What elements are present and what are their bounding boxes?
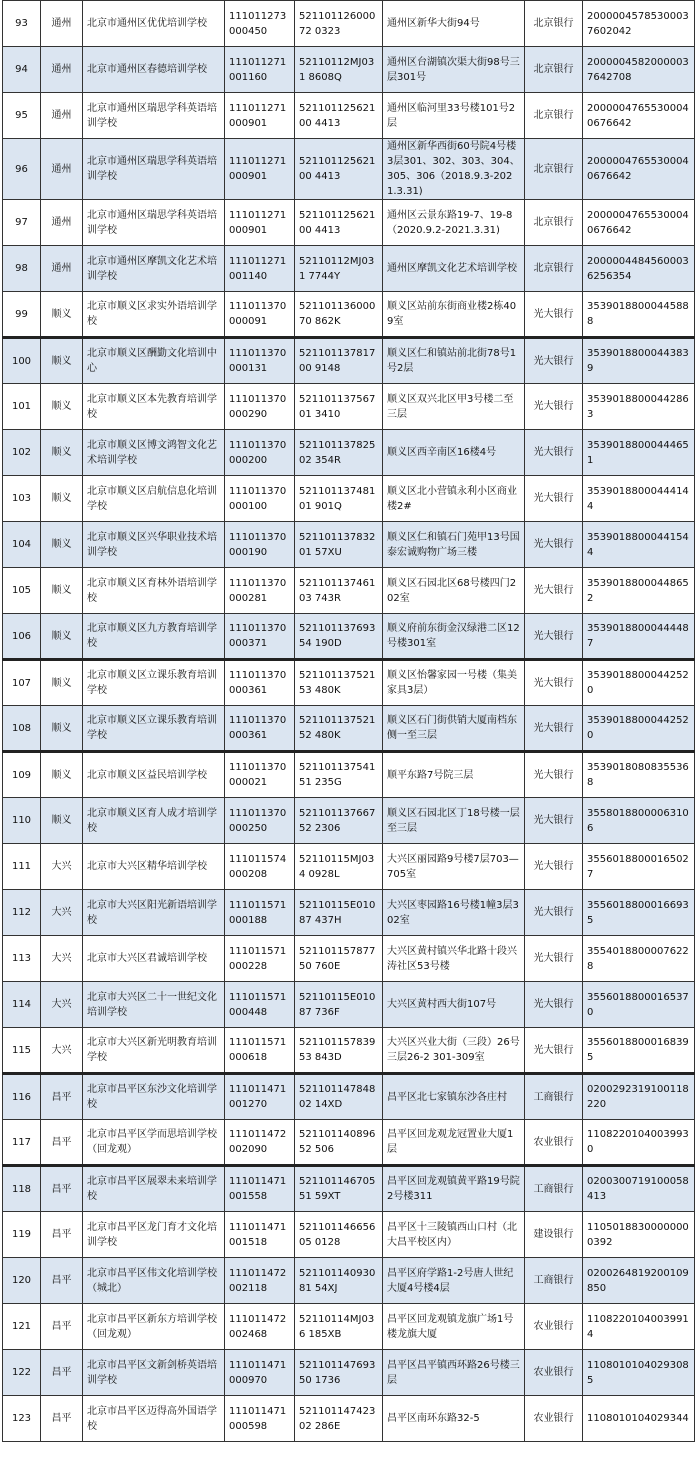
credit-code-cell: 52110113752153 480K xyxy=(295,660,383,706)
row-number: 99 xyxy=(3,292,41,338)
license-number-cell: 111011370000361 xyxy=(225,660,295,706)
bank-cell: 光大银行 xyxy=(525,614,583,660)
row-number: 120 xyxy=(3,1258,41,1304)
account-number-cell: 20000044845600036256354 xyxy=(583,246,695,292)
license-number-cell: 111011370000100 xyxy=(225,476,295,522)
account-number-cell: 35560188000166935 xyxy=(583,890,695,936)
row-number: 115 xyxy=(3,1028,41,1074)
credit-code-cell: 52110113748101 901Q xyxy=(295,476,383,522)
school-name-cell: 北京市顺义区启航信息化培训学校 xyxy=(83,476,225,522)
school-name-cell: 北京市大兴区精华培训学校 xyxy=(83,844,225,890)
school-name-cell: 北京市顺义区九方教育培训学校 xyxy=(83,614,225,660)
license-number-cell: 111011571000448 xyxy=(225,982,295,1028)
account-number-cell: 20000047655300040676642 xyxy=(583,200,695,246)
district-cell: 通州 xyxy=(41,47,83,93)
account-number-cell: 20000045785300037602042 xyxy=(583,1,695,47)
license-number-cell: 111011370000361 xyxy=(225,706,295,752)
license-number-cell: 111011471001518 xyxy=(225,1212,295,1258)
bank-cell: 光大银行 xyxy=(525,292,583,338)
address-cell: 顺义区仁和镇站前北街78号1号2层 xyxy=(383,338,525,384)
credit-code-cell: 52110112MJ031 7744Y xyxy=(295,246,383,292)
account-number-cell: 35390188000444487 xyxy=(583,614,695,660)
address-cell: 昌平区北七家镇东沙各庄村 xyxy=(383,1074,525,1120)
district-cell: 昌平 xyxy=(41,1396,83,1442)
credit-code-cell: 52110113756701 3410 xyxy=(295,384,383,430)
bank-cell: 光大银行 xyxy=(525,752,583,798)
row-number: 98 xyxy=(3,246,41,292)
credit-code-cell: 52110115E01087 736F xyxy=(295,982,383,1028)
district-cell: 大兴 xyxy=(41,890,83,936)
table-row xyxy=(3,752,695,798)
table-row xyxy=(3,1212,695,1258)
school-name-cell: 北京市昌平区伟文化培训学校（城北） xyxy=(83,1258,225,1304)
school-name-cell: 北京市顺义区立课乐教育培训学校 xyxy=(83,660,225,706)
address-cell: 大兴区黄村西大街107号 xyxy=(383,982,525,1028)
credit-code-cell: 52110114089652 506 xyxy=(295,1120,383,1166)
district-cell: 昌平 xyxy=(41,1304,83,1350)
bank-cell: 农业银行 xyxy=(525,1120,583,1166)
address-cell: 大兴区丽园路9号楼7层703—705室 xyxy=(383,844,525,890)
address-cell: 昌平区回龙观镇黄平路19号院2号楼311 xyxy=(383,1166,525,1212)
table-row xyxy=(3,890,695,936)
table-row xyxy=(3,798,695,844)
school-name-cell: 北京市顺义区育人成才培训学校 xyxy=(83,798,225,844)
bank-cell: 光大银行 xyxy=(525,890,583,936)
table-row xyxy=(3,1074,695,1120)
row-number: 112 xyxy=(3,890,41,936)
address-cell: 通州区新华西街60号院4号楼3层301、302、303、304、305、306（2018.9.3-2021.3.31) xyxy=(383,139,525,200)
table-row xyxy=(3,936,695,982)
table-row xyxy=(3,384,695,430)
license-number-cell: 111011271000901 xyxy=(225,93,295,139)
credit-code-cell: 52110113782502 354R xyxy=(295,430,383,476)
account-number-cell: 35390188000445888 xyxy=(583,292,695,338)
license-number-cell: 111011472002118 xyxy=(225,1258,295,1304)
school-account-table xyxy=(2,0,695,1442)
school-name-cell: 北京市顺义区育林外语培训学校 xyxy=(83,568,225,614)
license-number-cell: 111011271000901 xyxy=(225,200,295,246)
license-number-cell: 111011271000901 xyxy=(225,139,295,200)
table-row xyxy=(3,522,695,568)
bank-cell: 光大银行 xyxy=(525,936,583,982)
table-row xyxy=(3,1396,695,1442)
district-cell: 顺义 xyxy=(41,798,83,844)
account-number-cell: 35560188000168395 xyxy=(583,1028,695,1074)
district-cell: 通州 xyxy=(41,93,83,139)
bank-cell: 北京银行 xyxy=(525,200,583,246)
address-cell: 昌平区回龙观镇龙旗广场1号楼龙旗大厦 xyxy=(383,1304,525,1350)
district-cell: 顺义 xyxy=(41,568,83,614)
school-name-cell: 北京市顺义区益民培训学校 xyxy=(83,752,225,798)
district-cell: 顺义 xyxy=(41,614,83,660)
bank-cell: 光大银行 xyxy=(525,844,583,890)
address-cell: 昌平区南环东路32-5 xyxy=(383,1396,525,1442)
account-number-cell: 35390188000442520 xyxy=(583,660,695,706)
address-cell: 顺义区怡馨家园一号楼（集美家具3层） xyxy=(383,660,525,706)
district-cell: 昌平 xyxy=(41,1120,83,1166)
table-row xyxy=(3,982,695,1028)
address-cell: 通州区台湖镇次渠大街98号三层301号 xyxy=(383,47,525,93)
bank-cell: 光大银行 xyxy=(525,706,583,752)
bank-cell: 光大银行 xyxy=(525,522,583,568)
table-row xyxy=(3,1350,695,1396)
school-name-cell: 北京市通州区优优培训学校 xyxy=(83,1,225,47)
bank-cell: 光大银行 xyxy=(525,568,583,614)
license-number-cell: 111011370000281 xyxy=(225,568,295,614)
row-number: 93 xyxy=(3,1,41,47)
credit-code-cell: 52110115787750 760E xyxy=(295,936,383,982)
account-number-cell: 35390188000448652 xyxy=(583,568,695,614)
account-number-cell: 11082201040039914 xyxy=(583,1304,695,1350)
row-number: 105 xyxy=(3,568,41,614)
address-cell: 顺义区仁和镇石门苑甲13号国泰宏诚购物广场三楼 xyxy=(383,522,525,568)
license-number-cell: 111011571000188 xyxy=(225,890,295,936)
district-cell: 顺义 xyxy=(41,430,83,476)
address-cell: 大兴区枣园路16号楼1幢3层302室 xyxy=(383,890,525,936)
district-cell: 顺义 xyxy=(41,752,83,798)
bank-cell: 光大银行 xyxy=(525,1028,583,1074)
address-cell: 通州区摩凯文化艺术培训学校 xyxy=(383,246,525,292)
row-number: 97 xyxy=(3,200,41,246)
table-row xyxy=(3,614,695,660)
school-name-cell: 北京市顺义区博文鸿智文化艺术培训学校 xyxy=(83,430,225,476)
credit-code-cell: 52110114769350 1736 xyxy=(295,1350,383,1396)
address-cell: 昌平区回龙观龙冠置业大厦1层 xyxy=(383,1120,525,1166)
address-cell: 顺义区双兴北区甲3号楼二至三层 xyxy=(383,384,525,430)
account-number-cell: 35580188000063106 xyxy=(583,798,695,844)
address-cell: 通州区临河里33号楼101号2层 xyxy=(383,93,525,139)
license-number-cell: 111011571000228 xyxy=(225,936,295,982)
row-number: 109 xyxy=(3,752,41,798)
row-number: 113 xyxy=(3,936,41,982)
license-number-cell: 111011271001140 xyxy=(225,246,295,292)
bank-cell: 北京银行 xyxy=(525,246,583,292)
bank-cell: 光大银行 xyxy=(525,660,583,706)
credit-code-cell: 52110113769354 190D xyxy=(295,614,383,660)
address-cell: 顺义区石园北区68号楼四门202室 xyxy=(383,568,525,614)
district-cell: 顺义 xyxy=(41,476,83,522)
table-row xyxy=(3,430,695,476)
district-cell: 昌平 xyxy=(41,1166,83,1212)
row-number: 119 xyxy=(3,1212,41,1258)
bank-cell: 光大银行 xyxy=(525,798,583,844)
license-number-cell: 111011370000250 xyxy=(225,798,295,844)
school-name-cell: 北京市昌平区东沙文化培训学校 xyxy=(83,1074,225,1120)
address-cell: 顺义区石园北区丁18号楼一层至三层 xyxy=(383,798,525,844)
address-cell: 顺义区站前东街商业楼2栋409室 xyxy=(383,292,525,338)
bank-cell: 工商银行 xyxy=(525,1258,583,1304)
account-number-cell: 35390188000442520 xyxy=(583,706,695,752)
district-cell: 顺义 xyxy=(41,522,83,568)
address-cell: 顺义区西辛南区16楼4号 xyxy=(383,430,525,476)
bank-cell: 光大银行 xyxy=(525,982,583,1028)
credit-code-cell: 52110115783953 843D xyxy=(295,1028,383,1074)
account-number-cell: 35560188000165027 xyxy=(583,844,695,890)
row-number: 118 xyxy=(3,1166,41,1212)
credit-code-cell: 52110113754151 235G xyxy=(295,752,383,798)
bank-cell: 光大银行 xyxy=(525,384,583,430)
school-name-cell: 北京市大兴区二十一世纪文化培训学校 xyxy=(83,982,225,1028)
row-number: 117 xyxy=(3,1120,41,1166)
credit-code-cell: 52110113600070 862K xyxy=(295,292,383,338)
account-number-cell: 1108010104029344 xyxy=(583,1396,695,1442)
license-number-cell: 111011472002468 xyxy=(225,1304,295,1350)
table-row xyxy=(3,1166,695,1212)
credit-code-cell: 52110113746103 743R xyxy=(295,568,383,614)
bank-cell: 工商银行 xyxy=(525,1074,583,1120)
district-cell: 顺义 xyxy=(41,292,83,338)
bank-cell: 光大银行 xyxy=(525,476,583,522)
school-name-cell: 北京市通州区瑞思学科英语培训学校 xyxy=(83,200,225,246)
district-cell: 大兴 xyxy=(41,844,83,890)
address-cell: 顺义府前东街金汉绿港二区12号楼301室 xyxy=(383,614,525,660)
district-cell: 顺义 xyxy=(41,706,83,752)
table-row xyxy=(3,706,695,752)
license-number-cell: 111011472002090 xyxy=(225,1120,295,1166)
table-row xyxy=(3,1258,695,1304)
district-cell: 顺义 xyxy=(41,660,83,706)
address-cell: 通州区新华大街94号 xyxy=(383,1,525,47)
account-number-cell: 0200300719100058413 xyxy=(583,1166,695,1212)
credit-code-cell: 52110112600072 0323 xyxy=(295,1,383,47)
table-row xyxy=(3,1120,695,1166)
school-name-cell: 北京市通州区摩凯文化艺术培训学校 xyxy=(83,246,225,292)
table-row xyxy=(3,660,695,706)
school-name-cell: 北京市昌平区学而思培训学校（回龙观） xyxy=(83,1120,225,1166)
address-cell: 顺义区北小营镇永利小区商业楼2# xyxy=(383,476,525,522)
district-cell: 大兴 xyxy=(41,936,83,982)
row-number: 101 xyxy=(3,384,41,430)
row-number: 102 xyxy=(3,430,41,476)
account-number-cell: 35390188000441544 xyxy=(583,522,695,568)
district-cell: 顺义 xyxy=(41,338,83,384)
row-number: 94 xyxy=(3,47,41,93)
school-name-cell: 北京市通州区春德培训学校 xyxy=(83,47,225,93)
district-cell: 昌平 xyxy=(41,1074,83,1120)
table-row xyxy=(3,476,695,522)
license-number-cell: 111011271001160 xyxy=(225,47,295,93)
address-cell: 昌平区府学路1-2号唐人世纪大厦4号楼4层 xyxy=(383,1258,525,1304)
row-number: 96 xyxy=(3,139,41,200)
address-cell: 通州区云景东路19-7、19-8（2020.9.2-2021.3.31) xyxy=(383,200,525,246)
account-number-cell: 35390188000442863 xyxy=(583,384,695,430)
account-number-cell: 0200264819200109850 xyxy=(583,1258,695,1304)
row-number: 114 xyxy=(3,982,41,1028)
credit-code-cell: 52110112562100 4413 xyxy=(295,139,383,200)
school-name-cell: 北京市通州区瑞思学科英语培训学校 xyxy=(83,139,225,200)
district-cell: 昌平 xyxy=(41,1258,83,1304)
school-name-cell: 北京市顺义区兴华职业技术培训学校 xyxy=(83,522,225,568)
row-number: 111 xyxy=(3,844,41,890)
row-number: 108 xyxy=(3,706,41,752)
district-cell: 昌平 xyxy=(41,1350,83,1396)
table-row xyxy=(3,292,695,338)
table-row xyxy=(3,47,695,93)
address-cell: 顺义区石门街供销大厦南档东侧一至三层 xyxy=(383,706,525,752)
district-cell: 通州 xyxy=(41,1,83,47)
district-cell: 大兴 xyxy=(41,982,83,1028)
table-row xyxy=(3,1,695,47)
address-cell: 昌平区十三陵镇西山口村（北大昌平校区内） xyxy=(383,1212,525,1258)
bank-cell: 光大银行 xyxy=(525,430,583,476)
address-cell: 顺平东路7号院三层 xyxy=(383,752,525,798)
address-cell: 大兴区兴业大街（三段）26号三层26-2 301-309室 xyxy=(383,1028,525,1074)
district-cell: 顺义 xyxy=(41,384,83,430)
license-number-cell: 111011370000091 xyxy=(225,292,295,338)
data-table-container xyxy=(2,0,694,1442)
school-name-cell: 北京市顺义区求实外语培训学校 xyxy=(83,292,225,338)
district-cell: 通州 xyxy=(41,139,83,200)
account-number-cell: 11050188300000000392 xyxy=(583,1212,695,1258)
row-number: 122 xyxy=(3,1350,41,1396)
school-name-cell: 北京市顺义区酬勤文化培训中心 xyxy=(83,338,225,384)
credit-code-cell: 52110114MJ036 185XB xyxy=(295,1304,383,1350)
credit-code-cell: 52110114784802 14XD xyxy=(295,1074,383,1120)
address-cell: 昌平区昌平镇西环路26号楼三层 xyxy=(383,1350,525,1396)
credit-code-cell: 52110115E01087 437H xyxy=(295,890,383,936)
row-number: 110 xyxy=(3,798,41,844)
school-name-cell: 北京市大兴区新光明教育培训学校 xyxy=(83,1028,225,1074)
license-number-cell: 111011471001270 xyxy=(225,1074,295,1120)
bank-cell: 北京银行 xyxy=(525,47,583,93)
row-number: 100 xyxy=(3,338,41,384)
bank-cell: 工商银行 xyxy=(525,1166,583,1212)
account-number-cell: 35390188000444144 xyxy=(583,476,695,522)
license-number-cell: 111011370000021 xyxy=(225,752,295,798)
row-number: 107 xyxy=(3,660,41,706)
account-number-cell: 0200292319100118220 xyxy=(583,1074,695,1120)
table-row xyxy=(3,1304,695,1350)
bank-cell: 农业银行 xyxy=(525,1396,583,1442)
school-name-cell: 北京市昌平区展翠未来培训学校 xyxy=(83,1166,225,1212)
account-number-cell: 35390188000444651 xyxy=(583,430,695,476)
school-name-cell: 北京市大兴区君诚培训学校 xyxy=(83,936,225,982)
credit-code-cell: 52110112MJ031 8608Q xyxy=(295,47,383,93)
account-number-cell: 35390188000443839 xyxy=(583,338,695,384)
row-number: 121 xyxy=(3,1304,41,1350)
address-cell: 大兴区黄村镇兴华北路十段兴涛社区53号楼 xyxy=(383,936,525,982)
account-number-cell: 35390180808355368 xyxy=(583,752,695,798)
table-row xyxy=(3,246,695,292)
license-number-cell: 111011370000190 xyxy=(225,522,295,568)
bank-cell: 农业银行 xyxy=(525,1350,583,1396)
bank-cell: 建设银行 xyxy=(525,1212,583,1258)
credit-code-cell: 52110113752152 480K xyxy=(295,706,383,752)
table-row xyxy=(3,844,695,890)
school-name-cell: 北京市大兴区阳光新语培训学校 xyxy=(83,890,225,936)
license-number-cell: 111011571000618 xyxy=(225,1028,295,1074)
credit-code-cell: 52110113783201 57XU xyxy=(295,522,383,568)
license-number-cell: 111011471000598 xyxy=(225,1396,295,1442)
row-number: 106 xyxy=(3,614,41,660)
table-row xyxy=(3,200,695,246)
account-number-cell: 20000047655300040676642 xyxy=(583,139,695,200)
table-row xyxy=(3,568,695,614)
row-number: 116 xyxy=(3,1074,41,1120)
license-number-cell: 111011574000208 xyxy=(225,844,295,890)
credit-code-cell: 52110115MJ034 0928L xyxy=(295,844,383,890)
district-cell: 大兴 xyxy=(41,1028,83,1074)
district-cell: 通州 xyxy=(41,246,83,292)
table-body xyxy=(3,1,695,1442)
school-name-cell: 北京市通州区瑞思学科英语培训学校 xyxy=(83,93,225,139)
license-number-cell: 111011370000200 xyxy=(225,430,295,476)
account-number-cell: 11080101040293085 xyxy=(583,1350,695,1396)
table-row xyxy=(3,93,695,139)
credit-code-cell: 52110113766752 2306 xyxy=(295,798,383,844)
bank-cell: 北京银行 xyxy=(525,93,583,139)
bank-cell: 农业银行 xyxy=(525,1304,583,1350)
bank-cell: 北京银行 xyxy=(525,1,583,47)
account-number-cell: 35540188000076228 xyxy=(583,936,695,982)
row-number: 95 xyxy=(3,93,41,139)
license-number-cell: 111011273000450 xyxy=(225,1,295,47)
license-number-cell: 111011471000970 xyxy=(225,1350,295,1396)
row-number: 104 xyxy=(3,522,41,568)
district-cell: 昌平 xyxy=(41,1212,83,1258)
license-number-cell: 111011370000371 xyxy=(225,614,295,660)
account-number-cell: 11082201040039930 xyxy=(583,1120,695,1166)
credit-code-cell: 52110114665605 0128 xyxy=(295,1212,383,1258)
credit-code-cell: 52110113781700 9148 xyxy=(295,338,383,384)
account-number-cell: 20000047655300040676642 xyxy=(583,93,695,139)
row-number: 103 xyxy=(3,476,41,522)
credit-code-cell: 52110114093081 54XJ xyxy=(295,1258,383,1304)
table-row xyxy=(3,1028,695,1074)
credit-code-cell: 52110112562100 4413 xyxy=(295,93,383,139)
school-name-cell: 北京市昌平区龙门育才文化培训学校 xyxy=(83,1212,225,1258)
school-name-cell: 北京市昌平区新东方培训学校（回龙观） xyxy=(83,1304,225,1350)
school-name-cell: 北京市昌平区文新剑桥英语培训学校 xyxy=(83,1350,225,1396)
license-number-cell: 111011370000290 xyxy=(225,384,295,430)
credit-code-cell: 52110114742302 286E xyxy=(295,1396,383,1442)
row-number: 123 xyxy=(3,1396,41,1442)
license-number-cell: 111011471001558 xyxy=(225,1166,295,1212)
school-name-cell: 北京市顺义区立课乐教育培训学校 xyxy=(83,706,225,752)
credit-code-cell: 52110112562100 4413 xyxy=(295,200,383,246)
credit-code-cell: 52110114670551 59XT xyxy=(295,1166,383,1212)
license-number-cell: 111011370000131 xyxy=(225,338,295,384)
account-number-cell: 35560188000165370 xyxy=(583,982,695,1028)
school-name-cell: 北京市顺义区本先教育培训学校 xyxy=(83,384,225,430)
bank-cell: 北京银行 xyxy=(525,139,583,200)
table-row xyxy=(3,338,695,384)
district-cell: 通州 xyxy=(41,200,83,246)
bank-cell: 光大银行 xyxy=(525,338,583,384)
table-row xyxy=(3,139,695,200)
account-number-cell: 20000045820000037642708 xyxy=(583,47,695,93)
school-name-cell: 北京市昌平区迈得高外国语学校 xyxy=(83,1396,225,1442)
